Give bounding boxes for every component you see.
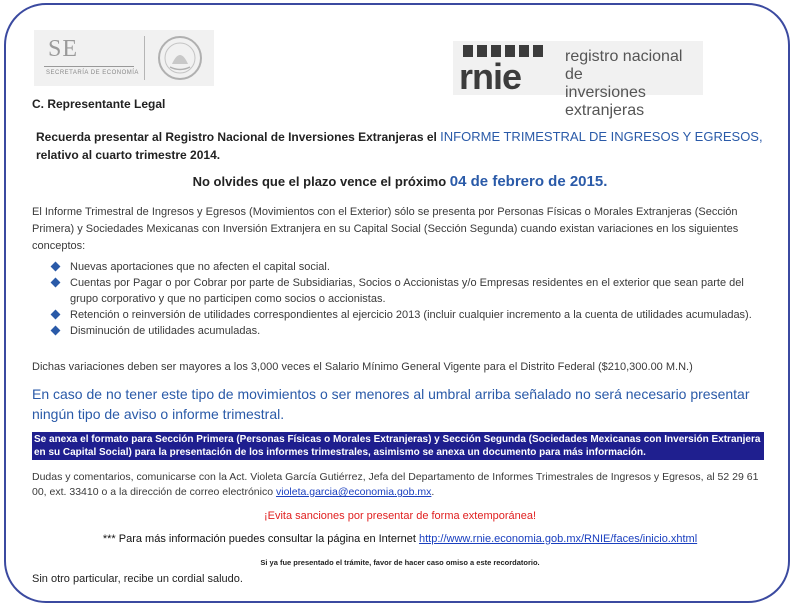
- list-item-text: Nuevas aportaciones que no afecten el capital social.: [70, 261, 330, 273]
- se-logo-rule: [44, 66, 134, 67]
- more-info-line: [0, 533, 800, 545]
- reminder-highlight: INFORME TRIMESTRAL DE INGRESOS Y EGRESOS,: [440, 129, 763, 144]
- list-item: [52, 275, 772, 307]
- list-item: [52, 307, 772, 323]
- reminder-lead: Recuerda presentar al Registro Nacional de Inversiones Extranjeras el: [36, 130, 441, 144]
- list-item-text: Cuentas por Pagar o por Cobrar por parte de Subsidiarias, Socios o Accionistas y/o Empresas residentes en el exterior que sean parte del grupo corporativo y que no participen como socios o accionistas.: [70, 277, 744, 305]
- rnie-logo-tagline: [565, 48, 703, 120]
- bullet-diamond-icon: [51, 310, 61, 320]
- reminder-tail: relativo al cuarto trimestre 2014.: [36, 148, 221, 162]
- salutation: C. Representante Legal: [32, 97, 166, 111]
- contact-email-link[interactable]: violeta.garcia@economia.gob.mx: [275, 486, 432, 498]
- attachment-banner: Se anexa el formato para Sección Primera (Personas Físicas o Morales Extranjeras) y Sección Segunda (Sociedades Mexicanas con Inversión Extranjera en su Capital Social) para la presentación de los informes trimestrales, asimismo se anexa un documento para más información.: [32, 432, 764, 460]
- contact-tail: .: [431, 486, 435, 498]
- no-movements-paragraph: En caso de no tener este tipo de movimientos o ser menores al umbral arriba señalado no será necesario presentar ningún tipo de aviso o informe trimestral.: [32, 386, 750, 422]
- intro-paragraph: El Informe Trimestral de Ingresos y Egresos (Movimientos con el Exterior) sólo se presenta por Personas Físicas o Morales Extranjeras (Sección Primera) y Sociedades Mexicanas con Inversión Extranjera en su Capital Social (Sección Segunda) cuando existan variaciones en los siguientes conceptos:: [32, 206, 739, 252]
- rnie-logo-word: rnie: [459, 56, 522, 97]
- se-logo-subtitle: SECRETARÍA DE ECONOMÍA: [46, 70, 139, 76]
- deadline-line: [0, 173, 800, 190]
- closing-line: Sin otro particular, recibe un cordial saludo.: [32, 573, 243, 585]
- sanctions-warning: ¡Evita sanciones por presentar de forma extemporánea!: [263, 510, 537, 522]
- reminder-paragraph: [36, 128, 776, 164]
- list-item-text: Retención o reinversión de utilidades correspondientes al ejercicio 2013 (incluir cualquier incremento a la cuenta de utilidades acumuladas).: [70, 309, 752, 321]
- bullet-diamond-icon: [51, 278, 61, 288]
- rnie-website-link[interactable]: http://www.rnie.economia.gob.mx/RNIE/faces/inicio.xhtml: [418, 533, 698, 545]
- list-item: [52, 259, 772, 275]
- mexico-seal-icon: [156, 34, 204, 82]
- contact-lead: Dudas y comentarios, comunicarse con la Act. Violeta García Gutiérrez, Jefa del Departamento de Informes Trimestrales de Ingresos y Egresos, al 52 29 61 00, ext. 33410 o a la dirección de correo electrónico: [32, 471, 759, 498]
- se-logo-text: SE: [48, 36, 79, 62]
- threshold-paragraph: Dichas variaciones deben ser mayores a los 3,000 veces el Salario Mínimo General Vigente para el Distrito Federal ($210,300.00 M.N.): [32, 361, 693, 373]
- list-item-text: Disminución de utilidades acumuladas.: [70, 325, 261, 337]
- ignore-note: Si ya fue presentado el trámite, favor de hacer caso omiso a este recordatorio.: [260, 558, 540, 567]
- deadline-date: 04 de febrero de 2015.: [449, 173, 608, 190]
- more-info-lead: *** Para más información puedes consultar la página en Internet: [102, 533, 419, 545]
- bullet-diamond-icon: [51, 262, 61, 272]
- se-logo-divider: [144, 36, 145, 80]
- list-item: [52, 323, 772, 339]
- rnie-tagline-line1: registro nacional de: [565, 48, 683, 83]
- rnie-tagline-line2: inversiones extranjeras: [565, 84, 646, 119]
- rnie-logo: [453, 41, 703, 119]
- bullet-diamond-icon: [51, 326, 61, 336]
- se-logo: [34, 30, 214, 86]
- deadline-lead: No olvides que el plazo vence el próximo: [192, 174, 450, 189]
- contact-paragraph: [32, 470, 772, 500]
- concepts-list: [52, 259, 772, 339]
